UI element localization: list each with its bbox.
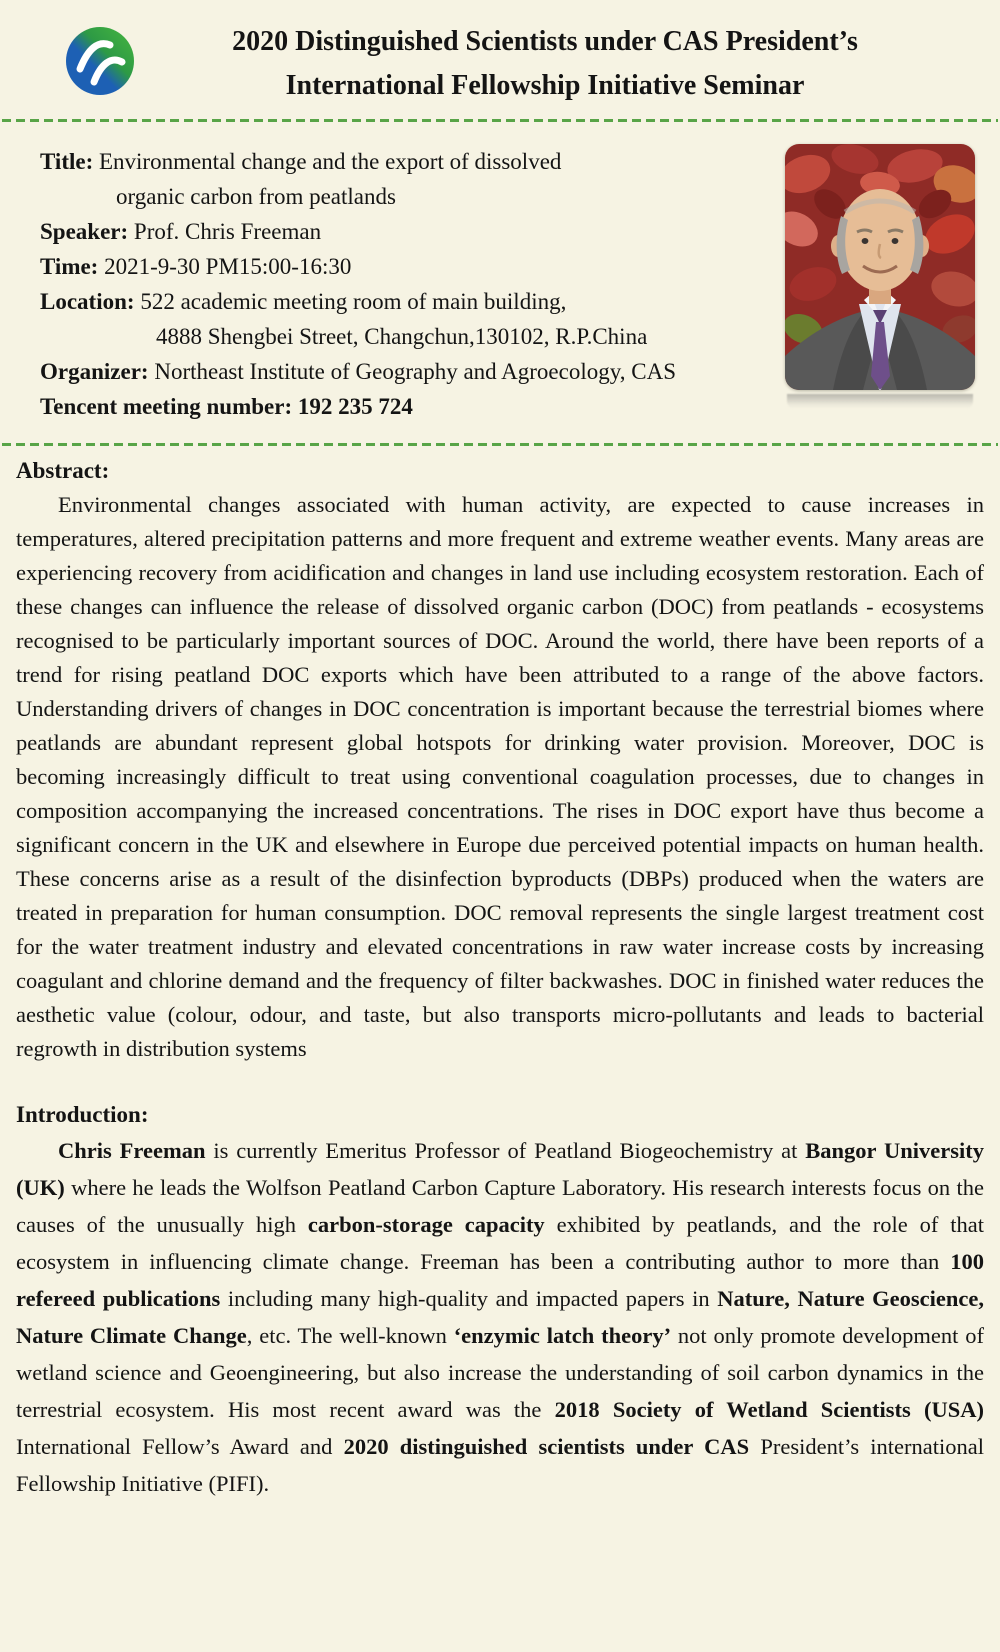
introduction-paragraph: Chris Freeman is currently Emeritus Professor of Peatland Biogeochemistry at Bangor University (UK) where he leads the Wolfson Peatland Carbon Capture Laboratory. His research interests focus on the causes of the unusually high carbon-storage capacity exhibited by peatlands, and the role of that ecosystem in influencing climate change. Freeman has been a contributing author to more than 100 refereed publications including many high-quality and impacted papers in Nature, Nature Geoscience, Nature Climate Change, etc. The well-known ‘enzymic latch theory’ not only promote development of wetland science and Geoengineering, but also increase the understanding of soil carbon dynamics in the terrestrial ecosystem. His most recent award was the 2018 Society of Wetland Scientists (USA) International Fellow’s Award and 2020 distinguished scientists under CAS President’s international Fellowship Initiative (PIFI).: [16, 1138, 984, 1496]
tencent-meeting-label: Tencent meeting number:: [40, 394, 293, 419]
seminar-title-line2: International Fellowship Initiative Seminar: [285, 70, 805, 101]
info-field-tencent-meeting: [40, 389, 770, 424]
info-field-speaker: [40, 214, 770, 249]
abstract-heading: Abstract:: [16, 458, 110, 483]
seminar-title-line1: 2020 Distinguished Scientists under CAS President’s: [232, 26, 858, 57]
info-section: [0, 122, 1000, 443]
title-value: Environmental change and the export of dissolved: [98, 149, 562, 174]
header: [0, 0, 1000, 119]
speaker-value: Prof. Chris Freeman: [133, 219, 322, 244]
institute-globe-logo-icon: [64, 25, 136, 97]
organizer-value: Northeast Institute of Geography and Agroecology, CAS: [154, 359, 676, 384]
dashed-divider-bottom: [2, 443, 998, 446]
seminar-title: [150, 0, 940, 108]
speaker-label: Speaker:: [40, 219, 129, 244]
abstract-paragraph: Environmental changes associated with human activity, are expected to cause increases in temperatures, altered precipitation patterns and more frequent and extreme weather events. Many areas are experiencing recovery from acidification and changes in land use including ecosystem restoration. Each of these changes can influence the release of dissolved organic carbon (DOC) from peatlands - ecosystems recognised to be particularly important sources of DOC. Around the world, there have been reports of a trend for rising peatland DOC exports which have been attributed to a range of the above factors. Understanding drivers of changes in DOC concentration is important because the terrestrial biomes where peatlands are abundant represent global hotspots for drinking water provision. Moreover, DOC is becoming increasingly difficult to treat using conventional coagulation processes, due to changes in composition accompanying the increased concentrations. The rises in DOC export have thus become a significant concern in the UK and elsewhere in Europe due perceived potential impacts on human health. These concerns arise as a result of the disinfection byproducts (DBPs) produced when the waters are treated in preparation for human consumption. DOC removal represents the single largest treatment cost for the water treatment industry and elevated concentrations in raw water increase costs by increasing coagulant and chlorine demand and the frequency of filter backwashes. DOC in finished water reduces the aesthetic value (colour, odour, and taste, but also transports micro-pollutants and leads to bacterial regrowth in distribution systems: [16, 492, 984, 1061]
info-field-organizer: [40, 354, 770, 389]
organizer-label: Organizer:: [40, 359, 149, 384]
info-field-time: [40, 249, 770, 284]
location-value: 522 academic meeting room of main building,: [140, 289, 567, 314]
speaker-photo-reflection: [787, 394, 973, 409]
abstract-section: [0, 454, 1000, 1502]
location-label: Location:: [40, 289, 135, 314]
info-field-title: [40, 144, 770, 179]
tencent-meeting-number: 192 235 724: [297, 394, 413, 419]
time-label: Time:: [40, 254, 99, 279]
info-field-title-cont: [40, 179, 770, 214]
info-field-location-cont: [40, 319, 770, 354]
location-value-line2: 4888 Shengbei Street, Changchun,130102, R.P.China: [156, 324, 648, 349]
title-label: Title:: [40, 149, 94, 174]
introduction-heading: Introduction:: [16, 1102, 149, 1127]
title-value-line2: organic carbon from peatlands: [116, 184, 396, 209]
time-value: 2021-9-30 PM15:00-16:30: [104, 254, 352, 279]
speaker-photo: [785, 144, 975, 390]
info-field-location: [40, 284, 770, 319]
